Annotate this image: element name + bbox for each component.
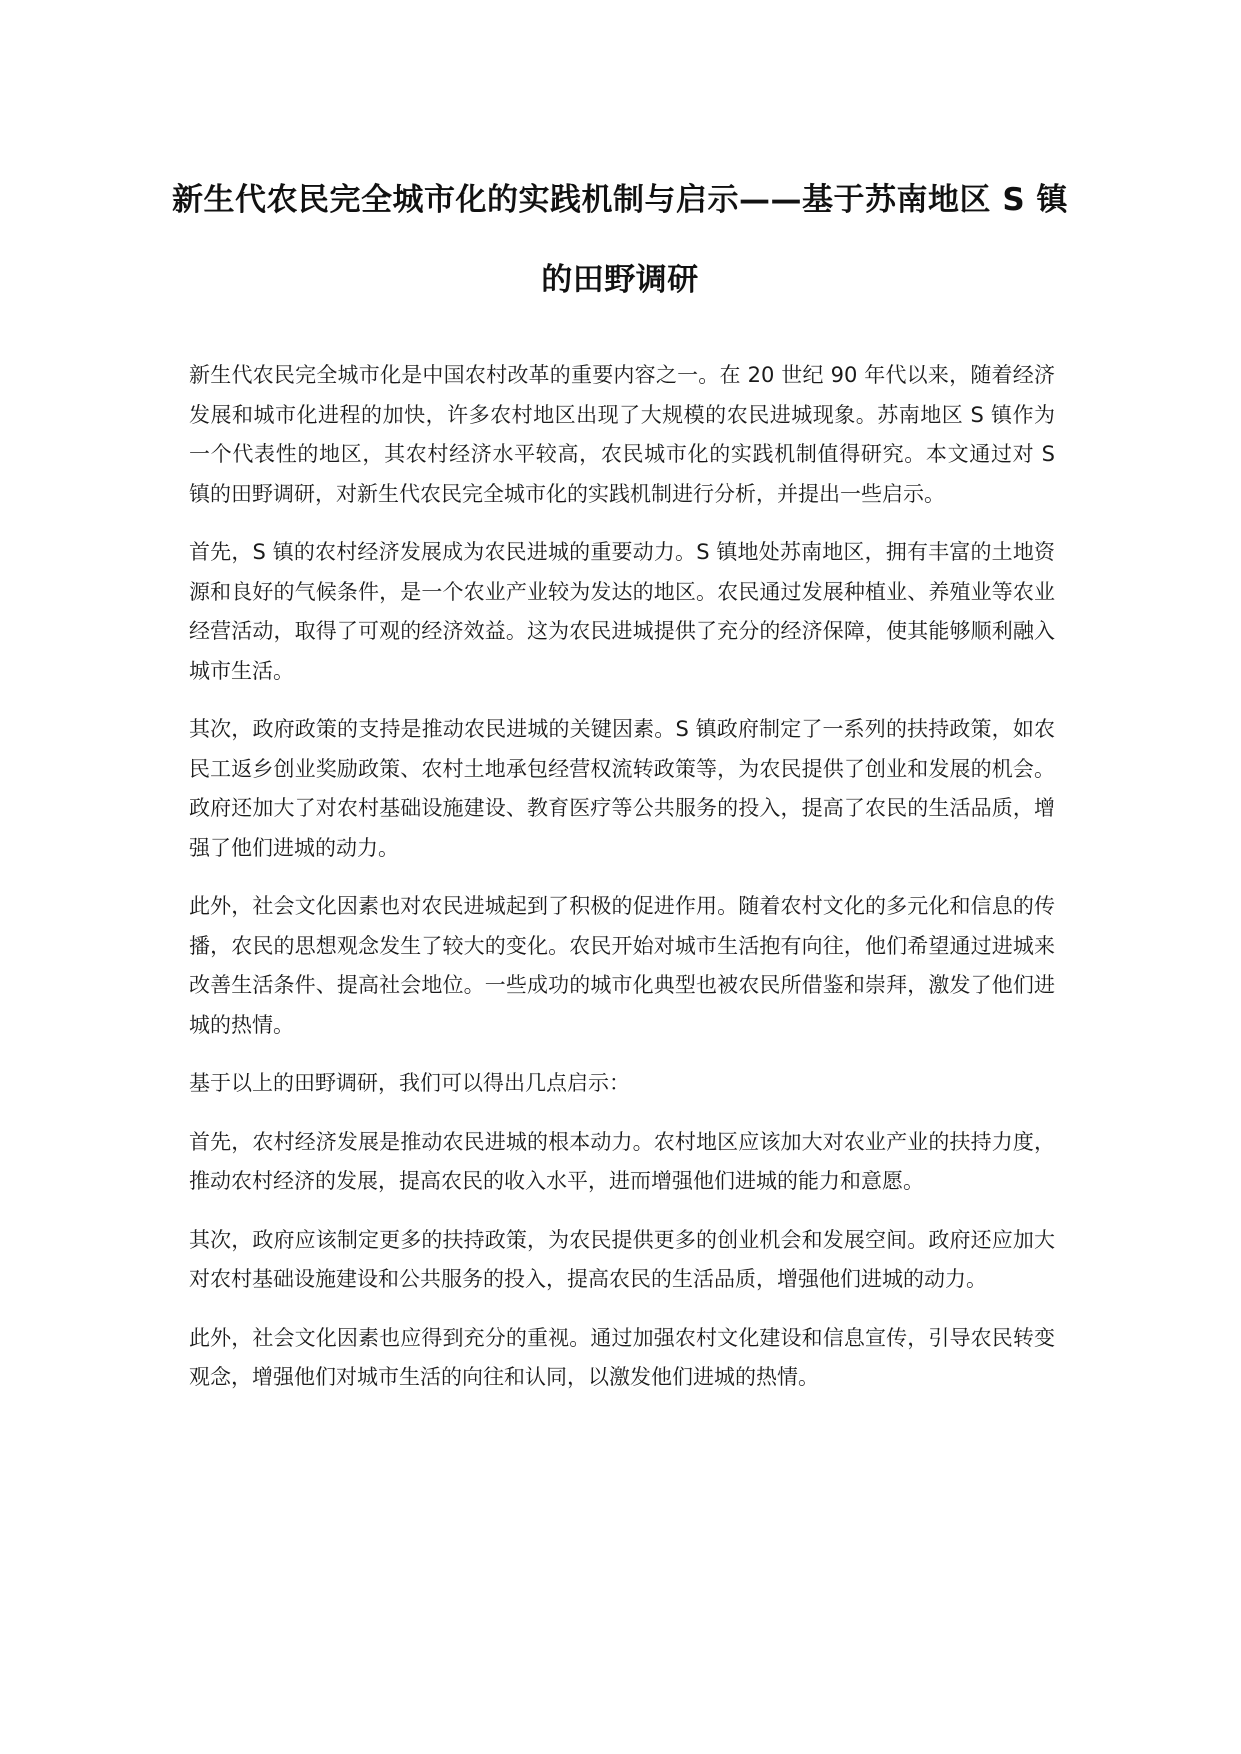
document-body xyxy=(189,356,1055,1417)
paragraph-insight-policy: 其次，政府应该制定更多的扶持政策，为农民提供更多的创业机会和发展空间。政府还应加大对农村基础设施建设和公共服务的投入，提高农民的生活品质，增强他们进城的动力。 xyxy=(189,1227,1055,1291)
paragraph-culture: 此外，社会文化因素也对农民进城起到了积极的促进作用。随着农村文化的多元化和信息的传播，农民的思想观念发生了较大的变化。农民开始对城市生活抱有向往，他们希望通过进城来改善生活条件、提高社会地位。一些成功的城市化典型也被农民所借鉴和崇拜，激发了他们进城的热情。 xyxy=(189,894,1055,1037)
document-title: 新生代农民完全城市化的实践机制与启示——基于苏南地区 S 镇的田野调研 xyxy=(172,182,1068,298)
paragraph-intro: 新生代农民完全城市化是中国农村改革的重要内容之一。在 20 世纪 90 年代以来，随着经济发展和城市化进程的加快，许多农村地区出现了大规模的农民进城现象。苏南地区 S 镇作为一个代表性的地区，其农村经济水平较高，农民城市化的实践机制值得研究。本文通过对 S 镇的田野调研，对新生代农民完全城市化的实践机制进行分析，并提出一些启示。 xyxy=(189,363,1055,506)
paragraph-policy: 其次，政府政策的支持是推动农民进城的关键因素。S 镇政府制定了一系列的扶持政策，如农民工返乡创业奖励政策、农村土地承包经营权流转政策等，为农民提供了创业和发展的机会。政府还加大了对农村基础设施建设、教育医疗等公共服务的投入，提高了农民的生活品质，增强了他们进城的动力。 xyxy=(189,717,1055,860)
paragraph-insight-culture: 此外，社会文化因素也应得到充分的重视。通过加强农村文化建设和信息宣传，引导农民转变观念，增强他们对城市生活的向往和认同，以激发他们进城的热情。 xyxy=(189,1325,1055,1389)
paragraph-insights-lead: 基于以上的田野调研，我们可以得出几点启示： xyxy=(189,1071,630,1095)
paragraph-economy: 首先，S 镇的农村经济发展成为农民进城的重要动力。S 镇地处苏南地区，拥有丰富的土地资源和良好的气候条件，是一个农业产业较为发达的地区。农民通过发展种植业、养殖业等农业经营活动，取得了可观的经济效益。这为农民进城提供了充分的经济保障，使其能够顺利融入城市生活。 xyxy=(189,540,1055,683)
paragraph-insight-economy: 首先，农村经济发展是推动农民进城的根本动力。农村地区应该加大对农业产业的扶持力度，推动农村经济的发展，提高农民的收入水平，进而增强他们进城的能力和意愿。 xyxy=(189,1129,1055,1193)
